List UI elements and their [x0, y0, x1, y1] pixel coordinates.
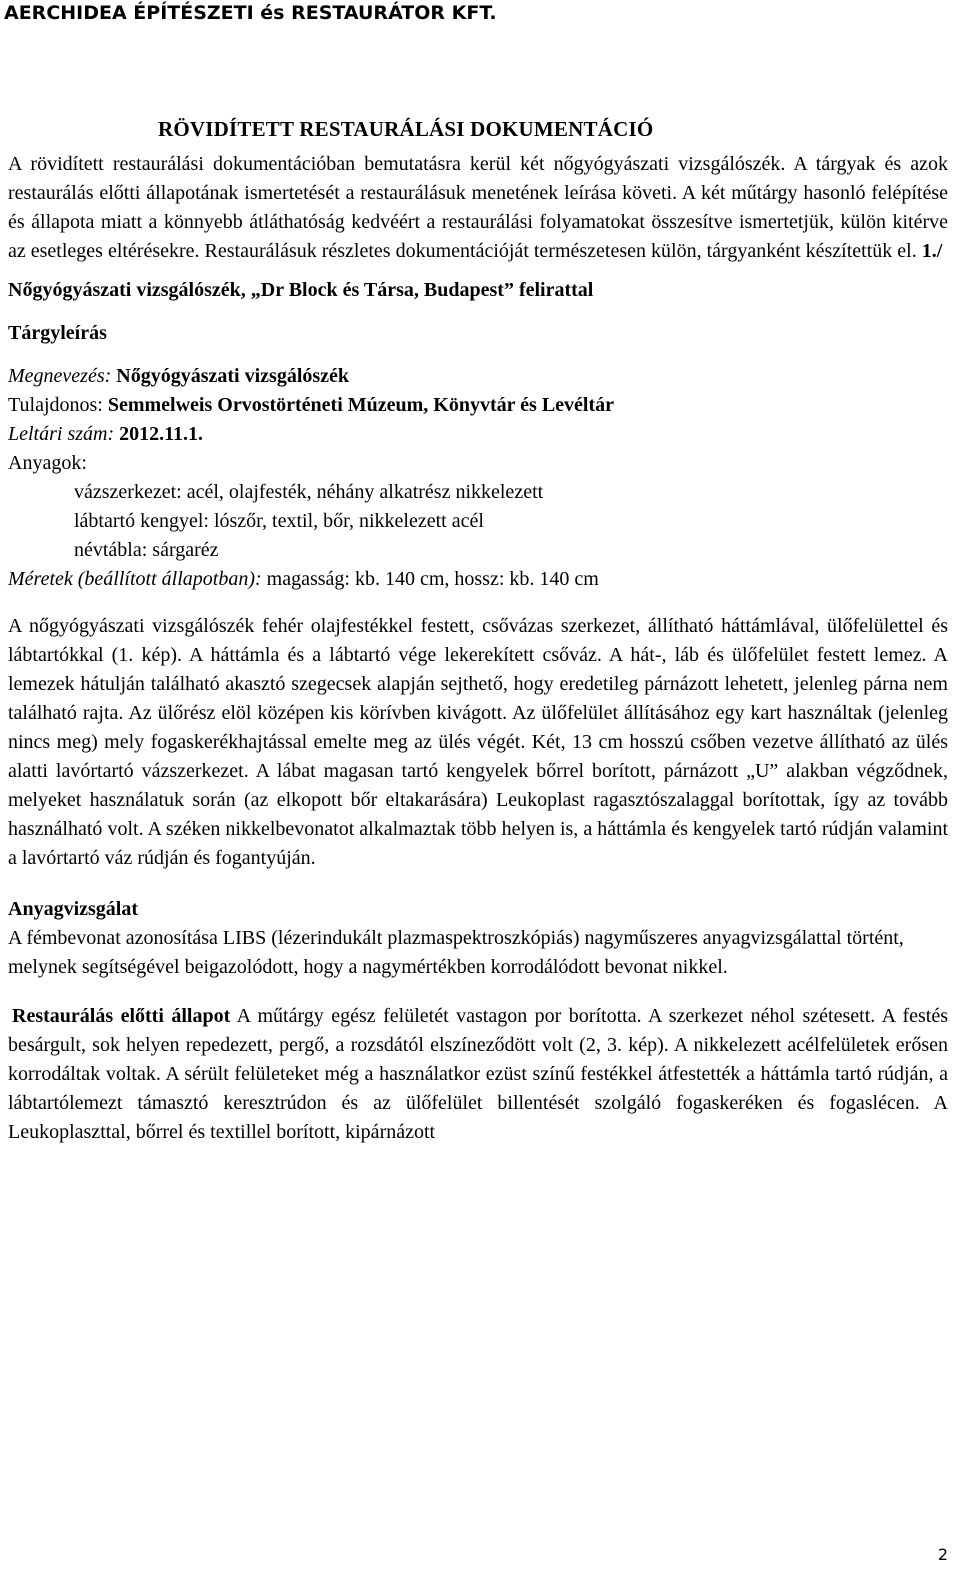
meta-owner-row	[8, 391, 948, 420]
meta-owner-value: Semmelweis Orvostörténeti Múzeum, Könyvtár és Levéltár	[107, 394, 615, 416]
section-heading-condition: Restaurálás előtti állapot	[12, 1005, 231, 1027]
intro-text: A rövidített restaurálási dokumentációban bemutatásra kerül két nőgyógyászati vizsgálószék. A tárgyak és azok restaurálás előtti állapotának ismertetését a restaurálásuk menetének leírása követi. A két műtárgy hasonló felépítése és állapota miatt a könnyebb átláthatóság kedvéért a restaurálási folyamatokat összesítve ismertetjük, külön kitérve az esetleges eltérésekre. Restaurálásuk részletes dokumentációját természetesen külön, tárgyanként készítettük el.	[8, 153, 948, 262]
meta-inventory-row	[8, 420, 948, 449]
condition-paragraph	[8, 1002, 948, 1147]
condition-text: A műtárgy egész felületét vastagon por borította. A szerkezet néhol szétesett. A festés besárgult, sok helyen repedezett, pergő, a rozsdától elszíneződött volt (2, 3. kép). A nikkelezett acélfelületek erősen korrodáltak voltak. A sérült felületeket még a használatkor ezüst színű festékkel átfestették a háttámla tartó rúdján, a lábtartólemezt támasztó keresztrúdon és az ülőfelület billentését szolgáló fogaskeréken és fogaslécen. A Leukoplaszttal, bőrrel és textillel borított, kipárnázott	[8, 1005, 948, 1143]
section-heading-analysis: Anyagvizsgálat	[8, 898, 138, 920]
company-header: AERCHIDEA ÉPÍTÉSZETI és RESTAURÁTOR KFT.	[4, 2, 497, 24]
meta-size-row	[8, 565, 948, 594]
document-body	[8, 114, 948, 1147]
material-item: lábtartó kengyel: lószőr, textil, bőr, nikkelezett acél	[74, 510, 484, 532]
meta-size-label: Méretek (beállított állapotban):	[8, 568, 262, 590]
meta-name-label: Megnevezés:	[8, 365, 112, 387]
meta-size-value: magasság: kb. 140 cm, hossz: kb. 140 cm	[266, 568, 599, 590]
meta-name-value: Nőgyógyászati vizsgálószék	[116, 365, 350, 387]
analysis-paragraph: A fémbevonat azonosítása LIBS (lézerindukált plazmaspektroszkópiás) nagyműszeres anyagvizsgálattal történt, melynek segítségével beigazolódott, hogy a nagymértékben korrodálódott bevonat nikkel.	[8, 927, 904, 978]
material-item: névtábla: sárgaréz	[74, 539, 219, 561]
meta-materials-label: Anyagok:	[8, 452, 87, 474]
page-number: 2	[937, 1545, 948, 1564]
section-heading-description: Tárgyleírás	[8, 322, 107, 344]
meta-owner-label: Tulajdonos:	[8, 394, 103, 416]
intro-paragraph	[8, 150, 948, 266]
meta-inventory-label: Leltári szám:	[8, 423, 115, 445]
meta-name-row	[8, 362, 948, 391]
object-title: Nőgyógyászati vizsgálószék, „Dr Block és Társa, Budapest” felirattal	[8, 279, 594, 301]
object-number: 1./	[921, 240, 943, 262]
material-item: vázszerkezet: acél, olajfesték, néhány alkatrész nikkelezett	[74, 481, 544, 503]
description-paragraph: A nőgyógyászati vizsgálószék fehér olajfestékkel festett, csővázas szerkezet, állítható háttámlával, ülőfelülettel és lábtartókkal (1. kép). A háttámla és a lábtartó vége lekerekített csőváz. A hát-, láb és ülőfelület festett lemez. A lemezek hátulján található akasztó szegecsek alapján sejthető, hogy eredetileg párnázott lehetett, jelenleg párna nem található rajta. Az ülőrész elöl középen kis körívben kivágott. Az ülőfelület állításához egy kart használtak (jelenleg nincs meg) mely fogaskerékhajtással emelte meg az ülés végét. Két, 13 cm hosszú csőben vezetve állítható az ülés alatti lavórtartó vázszerkezet. A lábat magasan tartó kengyelek bőrrel borított, párnázott „U” alakban végződnek, melyeket használatuk során (az elkopott bőr eltakarására) Leukoplast ragasztószalaggal borítottak, így az tovább használható volt. A széken nikkelbevonatot alkalmaztak több helyen is, a háttámla és kengyelek tartó rúdján valamint a lavórtartó váz rúdján és fogantyúján.	[8, 615, 948, 869]
document-title: RÖVIDÍTETT RESTAURÁLÁSI DOKUMENTÁCIÓ	[158, 117, 654, 141]
meta-inventory-value: 2012.11.1.	[119, 423, 204, 445]
